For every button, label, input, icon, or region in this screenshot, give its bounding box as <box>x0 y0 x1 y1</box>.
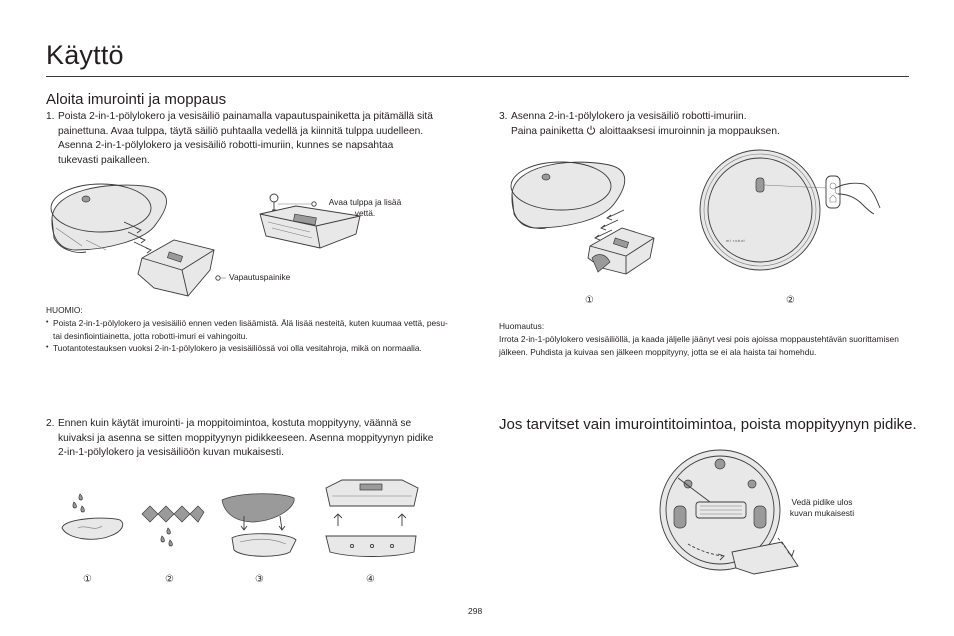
step-3-line-2-before: Paina painiketta <box>511 125 584 137</box>
step-2 <box>46 417 442 461</box>
page-title: Käyttö <box>46 40 124 70</box>
step-3 <box>499 110 899 139</box>
step-3-line-2 <box>499 125 899 140</box>
title-divider <box>46 76 909 77</box>
wet-mop-illustration <box>58 488 128 550</box>
note-heading: Huomautus: <box>499 321 545 331</box>
section-title-vacuum-only: Jos tarvitset vain imurointitoimintoa, poista moppityynyn pidike. <box>499 416 917 433</box>
notice-heading: HUOMIO: <box>46 305 83 315</box>
notice-block <box>46 304 458 355</box>
step-3-number: 3. <box>499 111 508 122</box>
robot-install-tank-illustration <box>506 158 656 278</box>
section-title-start: Aloita imurointi ja moppaus <box>46 91 227 108</box>
step-1-number: 1. <box>46 111 55 122</box>
note-text: Irrota 2-in-1-pölylokero vesisäiliöllä, ja kaada jäljelle jäänyt vesi pois ajoissa moppaustehtävän suorittamisen jälkeen. Puhdista ja kuivaa sen jälkeen moppityyny, jotta se ei ala haista tai homehdu. <box>499 333 899 357</box>
step-1 <box>46 110 436 168</box>
callout-pull-holder: Vedä pidike ulos kuvan mukaisesti <box>789 497 855 518</box>
step-2-label-4: ④ <box>366 574 375 585</box>
step-3-label-1: ① <box>585 295 594 306</box>
callout-release-button: Vapautuspainike <box>229 272 291 282</box>
step-3-line-1: Asenna 2-in-1-pölylokero ja vesisäiliö robotti-imuriin. <box>511 111 747 122</box>
callout-open-plug: Avaa tulppa ja lisää vettä. <box>328 197 402 218</box>
attach-mop-illustration <box>220 490 300 560</box>
step-3-line-2-after: aloittaaksesi imuroinnin ja moppauksen. <box>599 125 780 137</box>
step-2-label-2: ② <box>165 574 174 585</box>
step-2-number: 2. <box>46 418 55 429</box>
step-2-label-3: ③ <box>255 574 264 585</box>
notice-item: • Poista 2-in-1-pölylokero ja vesisäiliö ennen veden lisäämistä. Älä lisää nesteitä, kuten kuumaa vettä, pesu- tai desinfiointiainetta, jotta robotti-imuri ei vahingoitu. <box>46 317 458 343</box>
install-holder-illustration <box>322 476 422 560</box>
page-number: 298 <box>468 606 483 616</box>
robot-top-button-illustration <box>704 148 884 273</box>
robot-remove-tank-illustration <box>46 178 246 303</box>
step-1-text: Poista 2-in-1-pölylokero ja vesisäiliö painamalla vapautuspainiketta ja pitämällä sitä painettuna. Avaa tulppa, täytä säiliö puhtaalla vedellä ja kiinnitä tulppa uudelleen. Asenna 2-in-1-pölylokero ja vesisäiliö robotti-imuriin, kunnes se napsahtaa tukevasti paikalleen. <box>58 111 433 166</box>
step-2-text: Ennen kuin käytät imurointi- ja moppitoimintoa, kostuta moppityyny, väännä se kuivaksi ja asenna se sitten moppityynyn pidikkeeseen. Asenna moppityynyn pidike 2-in-1-pölylokero ja vesisäiliöön kuvan mukaisesti. <box>58 418 434 459</box>
notice-list <box>46 317 458 355</box>
wring-mop-illustration <box>140 502 206 552</box>
note-block <box>499 320 911 358</box>
power-icon <box>586 125 596 135</box>
step-3-label-2: ② <box>786 295 795 306</box>
robot-brand-label: mi robot <box>726 238 746 243</box>
notice-item: • Tuotantotestauksen vuoksi 2-in-1-pölylokero ja vesisäiliössä voi olla vesitahroja, mikä on normaalia. <box>46 342 458 355</box>
step-2-label-1: ① <box>83 574 92 585</box>
